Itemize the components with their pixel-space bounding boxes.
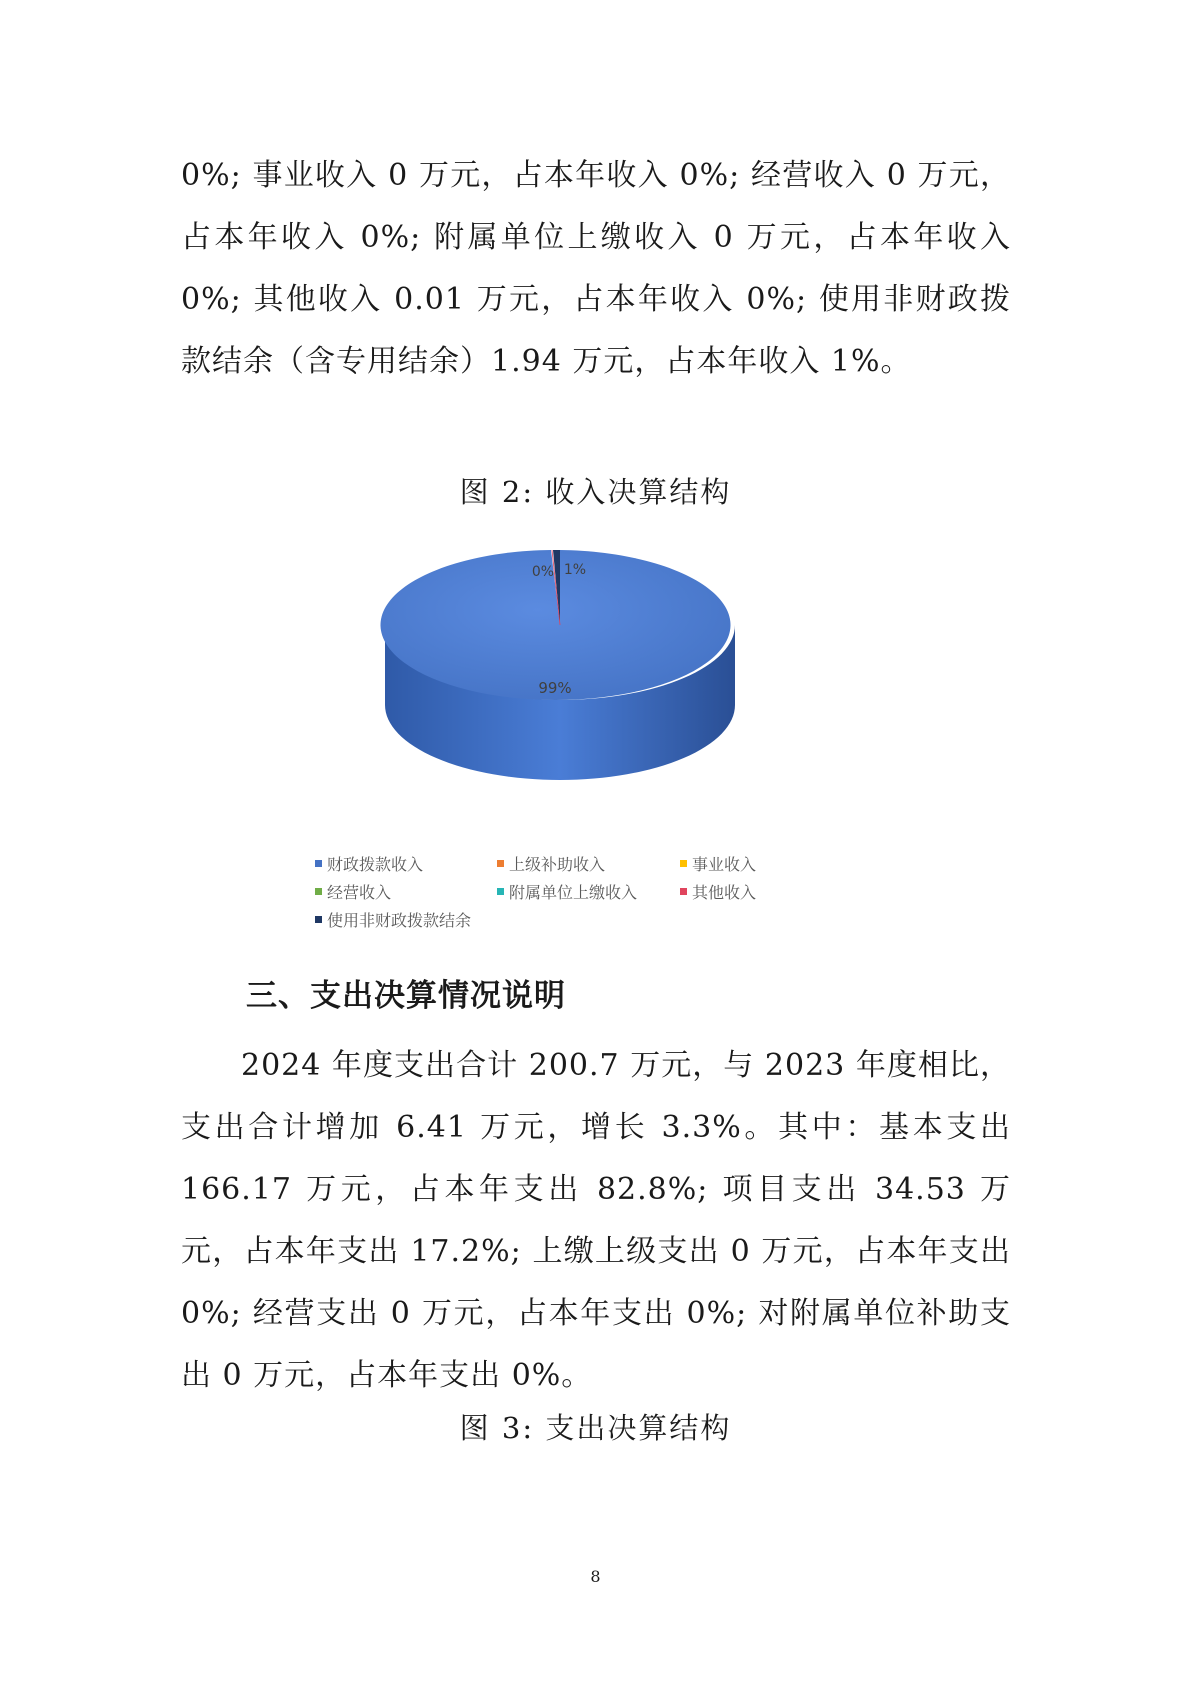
legend-label: 上级补助收入 <box>509 855 606 874</box>
legend-swatch <box>497 860 504 867</box>
legend-label: 使用非财政拨款结余 <box>327 911 472 930</box>
data-label-99: 99% <box>538 679 572 697</box>
figure-3-caption: 图 3: 支出决算结构 <box>459 1411 732 1445</box>
legend-swatch <box>315 860 322 867</box>
legend-item <box>680 880 756 903</box>
legend-item <box>315 880 391 903</box>
legend-item <box>315 908 471 931</box>
legend-label: 其他收入 <box>692 883 757 902</box>
data-label-0: 0% <box>531 564 555 580</box>
legend-item <box>497 852 605 875</box>
section-heading-expenditure: 三、支出决算情况说明 <box>246 978 566 1014</box>
legend-label: 经营收入 <box>327 883 392 902</box>
income-pie-svg <box>380 548 800 838</box>
legend-swatch <box>680 860 687 867</box>
expenditure-paragraph: 2024 年度支出合计 200.7 万元，与 2023 年度相比，支出合计增加 6.41 万元，增长 3.3%。其中：基本支出 166.17 万元，占本年支出 82.8%; 项目支出 34.53 万元，占本年支出 17.2%; 上缴上级支出 0 万元，占本年支出 0%; 经营支出 0 万元，占本年支出 0%; 对附属单位补助支出 0 万元，占本年支出 0%。 <box>181 1048 1011 1393</box>
legend-swatch <box>680 888 687 895</box>
legend-item <box>315 852 423 875</box>
legend-swatch <box>497 888 504 895</box>
legend-label: 财政拨款收入 <box>327 855 424 874</box>
legend-item <box>680 852 756 875</box>
legend-swatch <box>315 888 322 895</box>
legend-swatch <box>315 916 322 923</box>
income-pie-chart <box>380 548 800 838</box>
legend-label: 事业收入 <box>692 855 757 874</box>
legend-label: 附属单位上缴收入 <box>509 883 638 902</box>
legend-item <box>497 880 637 903</box>
figure-2-caption: 图 2: 收入决算结构 <box>459 475 732 509</box>
data-label-1: 1% <box>563 562 587 578</box>
page-number: 8 <box>590 1567 601 1586</box>
income-paragraph: 0%; 事业收入 0 万元，占本年收入 0%; 经营收入 0 万元，占本年收入 0%; 附属单位上缴收入 0 万元，占本年收入 0%; 其他收入 0.01 万元，占本年收入 0%; 使用非财政拨款结余（含专用结余）1.94 万元，占本年收入 1%。 <box>181 158 1011 379</box>
